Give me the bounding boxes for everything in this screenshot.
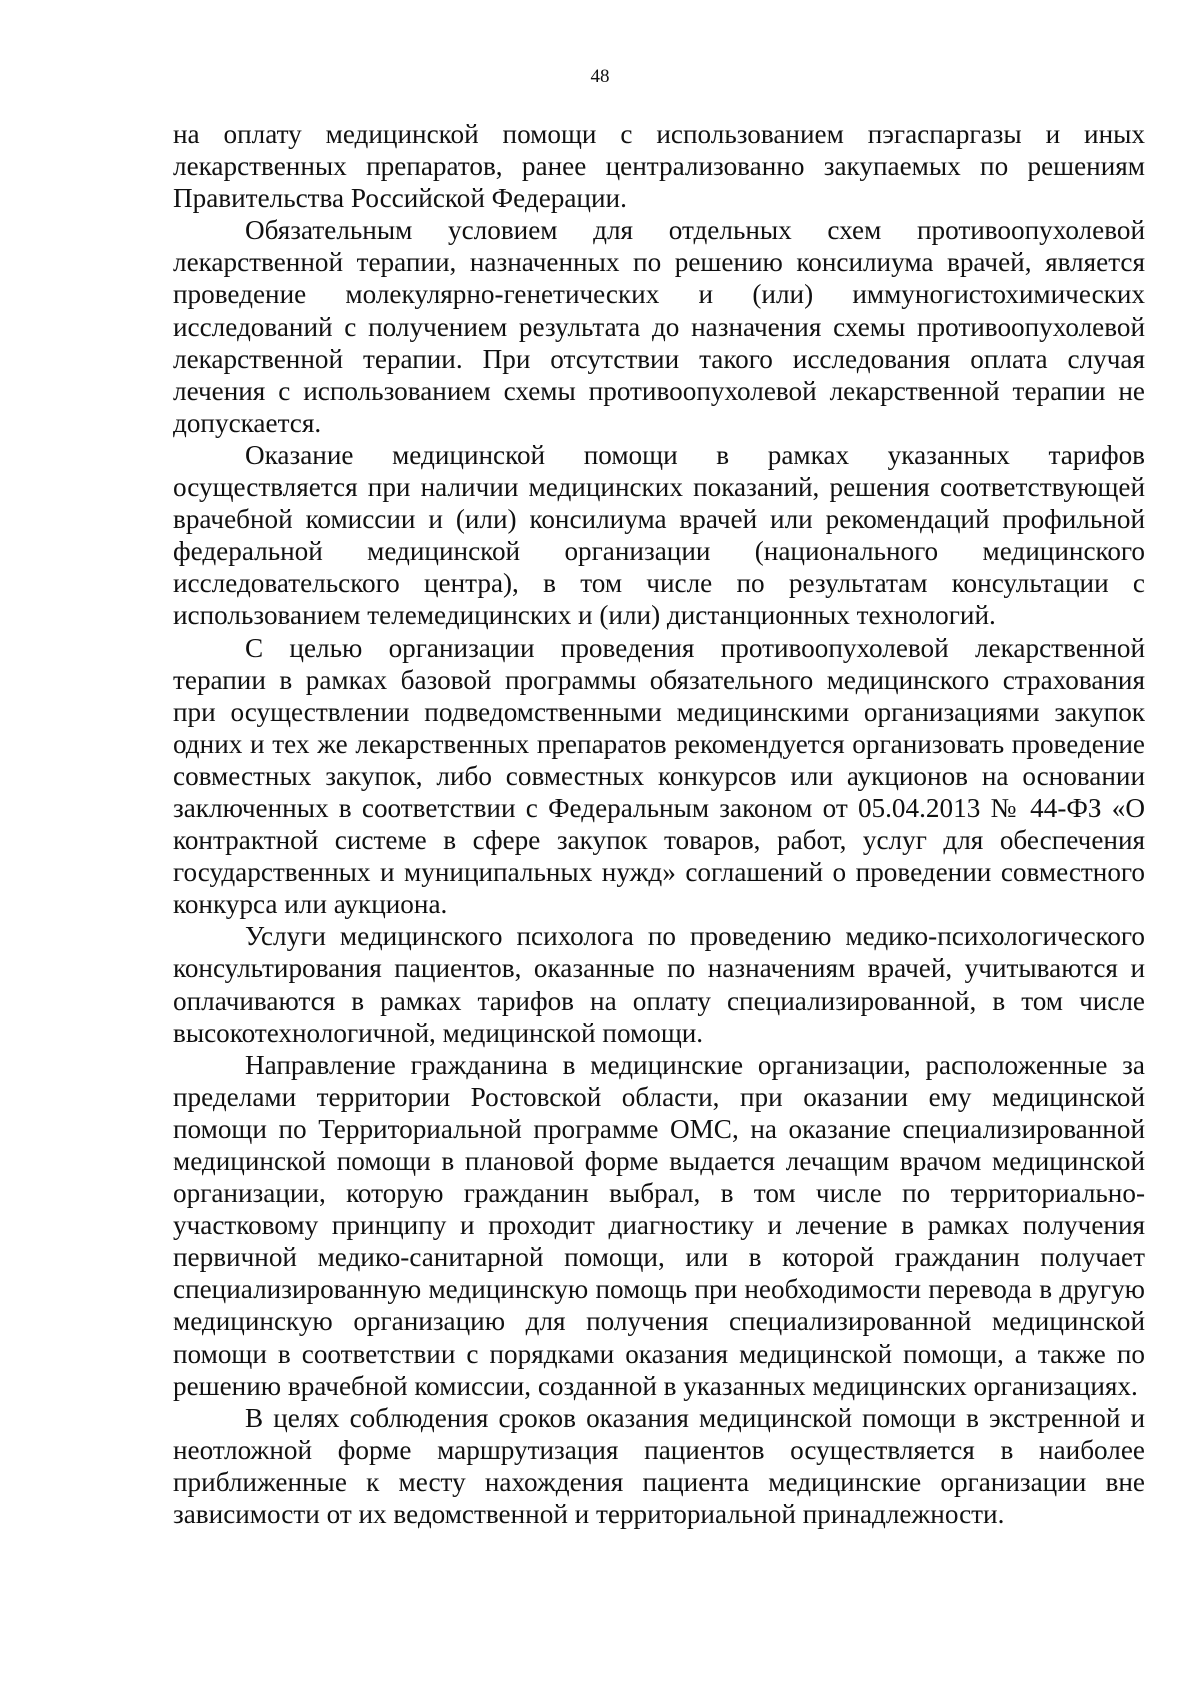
page-number: 48 [590, 66, 610, 87]
document-body [173, 118, 1145, 1530]
paragraph-mandatory-condition: Обязательным условием для отдельных схем противоопухолевой лекарственной терапии, назначенных по решению консилиума врачей, является проведение молекулярно-генетических и (или) иммуногистохимических исследований с получением результата до назначения схемы противоопухолевой лекарственной терапии. При отсутствии такого исследования оплата случая лечения с использованием схемы противоопухолевой лекарственной терапии не допускается. [173, 215, 1145, 438]
paragraph-tariff-provision: Оказание медицинской помощи в рамках указанных тарифов осуществляется при наличии медицинских показаний, решения соответствующей врачебной комиссии и (или) консилиума врачей или рекомендаций профильной федеральной медицинской организации (национального медицинского исследовательского центра), в том числе по результатам консультации с использованием телемедицинских и (или) дистанционных технологий. [173, 439, 1145, 631]
paragraph-patient-referral: Направление гражданина в медицинские организации, расположенные за пределами территории Ростовской области, при оказании ему медицинской помощи по Территориальной программе ОМС, на оказание специализированной медицинской помощи в плановой форме выдается лечащим врачом медицинской организации, которую гражданин выбрал, в том числе по территориально-участковому принципу и проходит диагностику и лечение в рамках получения первичной медико-санитарной помощи, или в которой гражданин получает специализированную медицинскую помощь при необходимости перевода в другую медицинскую организацию для получения специализированной медицинской помощи в соответствии с порядками оказания медицинской помощи, а также по решению врачебной комиссии, созданной в указанных медицинских организациях. [173, 1049, 1145, 1401]
paragraph-psychologist-services: Услуги медицинского психолога по проведению медико-психологического консультирования пациентов, оказанные по назначениям врачей, учитываются и оплачиваются в рамках тарифов на оплату специализированной, в том числе высокотехнологичной, медицинской помощи. [173, 921, 1145, 1048]
paragraph-emergency-routing: В целях соблюдения сроков оказания медицинской помощи в экстренной и неотложной форме маршрутизация пациентов осуществляется в наиболее приближенные к месту нахождения пациента медицинские организации вне зависимости от их ведомственной и территориальной принадлежности. [173, 1402, 1145, 1530]
paragraph-continuation: на оплату медицинской помощи с использованием пэгаспаргазы и иных лекарственных препаратов, ранее централизованно закупаемых по решениям Правительства Российской Федерации. [173, 119, 1145, 214]
paragraph-joint-procurement: С целью организации проведения противоопухолевой лекарственной терапии в рамках базовой программы обязательного медицинского страхования при осуществлении подведомственными медицинскими организациями закупок одних и тех же лекарственных препаратов рекомендуется организовать проведение совместных закупок, либо совместных конкурсов или аукционов на основании заключенных в соответствии с Федеральным законом от 05.04.2013 № 44-ФЗ «О контрактной системе в сфере закупок товаров, работ, услуг для обеспечения государственных и муниципальных нужд» соглашений о проведении совместного конкурса или аукциона. [173, 632, 1145, 920]
